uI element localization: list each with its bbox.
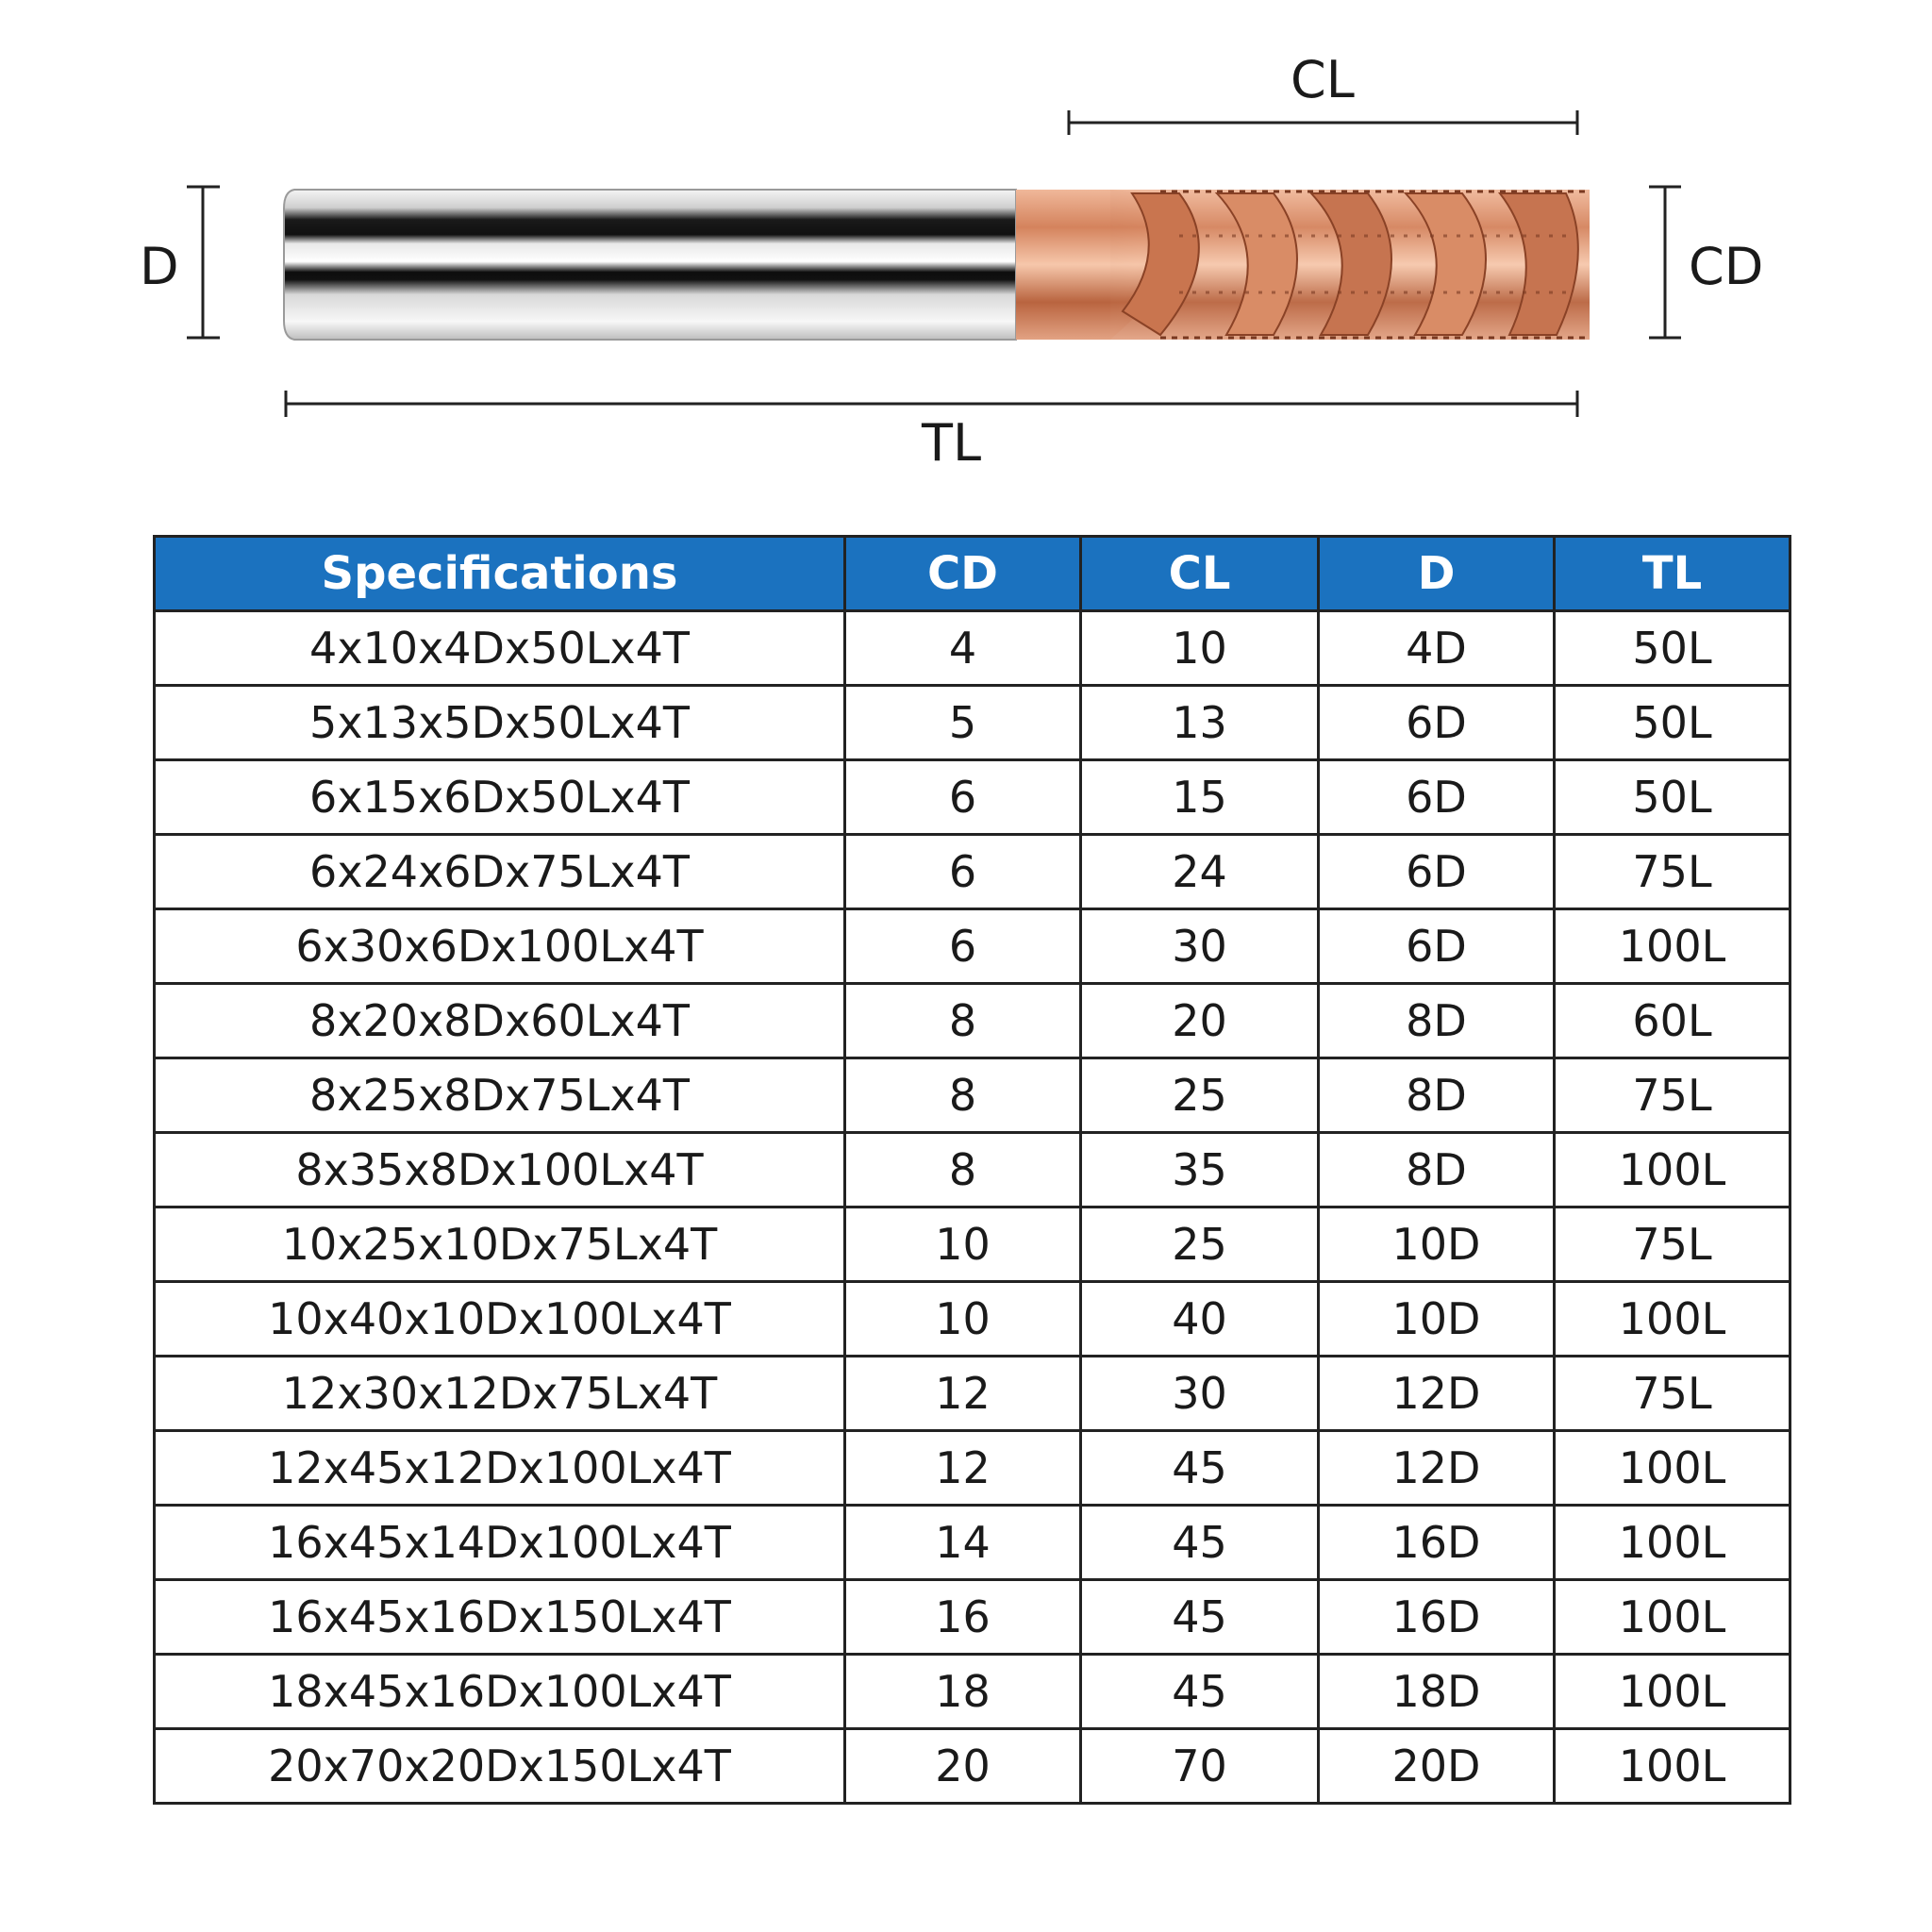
cell-cd: 8	[845, 1133, 1081, 1208]
cell-cl: 45	[1081, 1580, 1319, 1655]
cell-cd: 5	[845, 686, 1081, 760]
cell-spec: 10x40x10Dx100Lx4T	[155, 1282, 845, 1357]
table-body	[155, 611, 1790, 1804]
header-cd: CD	[845, 537, 1081, 611]
specifications-table	[153, 535, 1791, 1805]
table-row	[155, 611, 1790, 686]
cd-label: CD	[1689, 237, 1764, 296]
table-header	[155, 537, 1790, 611]
table-row	[155, 1729, 1790, 1804]
cell-tl: 75L	[1555, 1357, 1790, 1431]
cell-cl: 40	[1081, 1282, 1319, 1357]
cell-cd: 12	[845, 1431, 1081, 1506]
table-row	[155, 1431, 1790, 1506]
cell-spec: 10x25x10Dx75Lx4T	[155, 1208, 845, 1282]
cell-tl: 75L	[1555, 1208, 1790, 1282]
tool-shank	[284, 190, 1016, 340]
table-row	[155, 909, 1790, 984]
cell-cl: 13	[1081, 686, 1319, 760]
cell-d: 20D	[1319, 1729, 1555, 1804]
cell-d: 6D	[1319, 909, 1555, 984]
cell-d: 6D	[1319, 835, 1555, 909]
cell-spec: 12x30x12Dx75Lx4T	[155, 1357, 845, 1431]
cell-d: 6D	[1319, 760, 1555, 835]
cell-cl: 20	[1081, 984, 1319, 1058]
table-row	[155, 1282, 1790, 1357]
cell-cl: 25	[1081, 1058, 1319, 1133]
cell-cd: 10	[845, 1282, 1081, 1357]
header-cl: CL	[1081, 537, 1319, 611]
cell-cd: 12	[845, 1357, 1081, 1431]
cell-tl: 100L	[1555, 909, 1790, 984]
cell-d: 12D	[1319, 1431, 1555, 1506]
cell-d: 8D	[1319, 1133, 1555, 1208]
table-row	[155, 1506, 1790, 1580]
cell-cd: 18	[845, 1655, 1081, 1729]
cell-cl: 25	[1081, 1208, 1319, 1282]
end-mill-diagram	[0, 0, 1932, 491]
cell-d: 6D	[1319, 686, 1555, 760]
cell-tl: 100L	[1555, 1506, 1790, 1580]
cell-cd: 4	[845, 611, 1081, 686]
cell-tl: 50L	[1555, 686, 1790, 760]
cell-d: 4D	[1319, 611, 1555, 686]
cell-tl: 60L	[1555, 984, 1790, 1058]
table-row	[155, 1655, 1790, 1729]
cell-cl: 45	[1081, 1431, 1319, 1506]
table-row	[155, 1208, 1790, 1282]
cell-cd: 6	[845, 760, 1081, 835]
cell-cd: 10	[845, 1208, 1081, 1282]
tl-label: TL	[922, 413, 982, 473]
cell-cl: 10	[1081, 611, 1319, 686]
cell-tl: 75L	[1555, 1058, 1790, 1133]
cell-spec: 6x30x6Dx100Lx4T	[155, 909, 845, 984]
cell-spec: 18x45x16Dx100Lx4T	[155, 1655, 845, 1729]
cell-cl: 35	[1081, 1133, 1319, 1208]
cell-d: 16D	[1319, 1580, 1555, 1655]
cell-spec: 20x70x20Dx150Lx4T	[155, 1729, 845, 1804]
cell-spec: 8x25x8Dx75Lx4T	[155, 1058, 845, 1133]
table-row	[155, 760, 1790, 835]
cell-tl: 100L	[1555, 1133, 1790, 1208]
cell-spec: 12x45x12Dx100Lx4T	[155, 1431, 845, 1506]
cell-tl: 75L	[1555, 835, 1790, 909]
cutting-length-dimension	[1069, 110, 1577, 135]
cell-cd: 16	[845, 1580, 1081, 1655]
cell-tl: 50L	[1555, 611, 1790, 686]
table-row	[155, 1133, 1790, 1208]
header-d: D	[1319, 537, 1555, 611]
cell-cd: 20	[845, 1729, 1081, 1804]
cell-cd: 8	[845, 984, 1081, 1058]
cell-spec: 8x20x8Dx60Lx4T	[155, 984, 845, 1058]
header-tl: TL	[1555, 537, 1790, 611]
cell-cl: 30	[1081, 1357, 1319, 1431]
cell-d: 18D	[1319, 1655, 1555, 1729]
cell-cl: 15	[1081, 760, 1319, 835]
cell-cd: 8	[845, 1058, 1081, 1133]
cell-spec: 16x45x16Dx150Lx4T	[155, 1580, 845, 1655]
header-specifications: Specifications	[155, 537, 845, 611]
header-row	[155, 537, 1790, 611]
cell-tl: 100L	[1555, 1282, 1790, 1357]
cell-tl: 100L	[1555, 1655, 1790, 1729]
table-row	[155, 835, 1790, 909]
table-row	[155, 1058, 1790, 1133]
table-row	[155, 1357, 1790, 1431]
table-row	[155, 1580, 1790, 1655]
cell-cl: 30	[1081, 909, 1319, 984]
table-row	[155, 984, 1790, 1058]
cl-label: CL	[1291, 50, 1355, 109]
tool-cutting-flutes	[1016, 190, 1590, 340]
cell-d: 12D	[1319, 1357, 1555, 1431]
cell-cl: 45	[1081, 1506, 1319, 1580]
d-label: D	[140, 237, 179, 296]
cell-tl: 100L	[1555, 1580, 1790, 1655]
cell-spec: 8x35x8Dx100Lx4T	[155, 1133, 845, 1208]
shank-diameter-dimension	[187, 187, 220, 338]
cell-tl: 100L	[1555, 1729, 1790, 1804]
cell-d: 8D	[1319, 1058, 1555, 1133]
cell-d: 16D	[1319, 1506, 1555, 1580]
cell-cl: 24	[1081, 835, 1319, 909]
cell-d: 10D	[1319, 1208, 1555, 1282]
cell-d: 8D	[1319, 984, 1555, 1058]
cell-spec: 16x45x14Dx100Lx4T	[155, 1506, 845, 1580]
cell-spec: 6x15x6Dx50Lx4T	[155, 760, 845, 835]
cell-cl: 70	[1081, 1729, 1319, 1804]
cell-cd: 6	[845, 909, 1081, 984]
cell-spec: 6x24x6Dx75Lx4T	[155, 835, 845, 909]
cell-d: 10D	[1319, 1282, 1555, 1357]
cell-tl: 50L	[1555, 760, 1790, 835]
cell-spec: 4x10x4Dx50Lx4T	[155, 611, 845, 686]
cell-cl: 45	[1081, 1655, 1319, 1729]
cutting-diameter-dimension	[1649, 187, 1681, 338]
cell-spec: 5x13x5Dx50Lx4T	[155, 686, 845, 760]
cell-tl: 100L	[1555, 1431, 1790, 1506]
table-row	[155, 686, 1790, 760]
cell-cd: 14	[845, 1506, 1081, 1580]
cell-cd: 6	[845, 835, 1081, 909]
